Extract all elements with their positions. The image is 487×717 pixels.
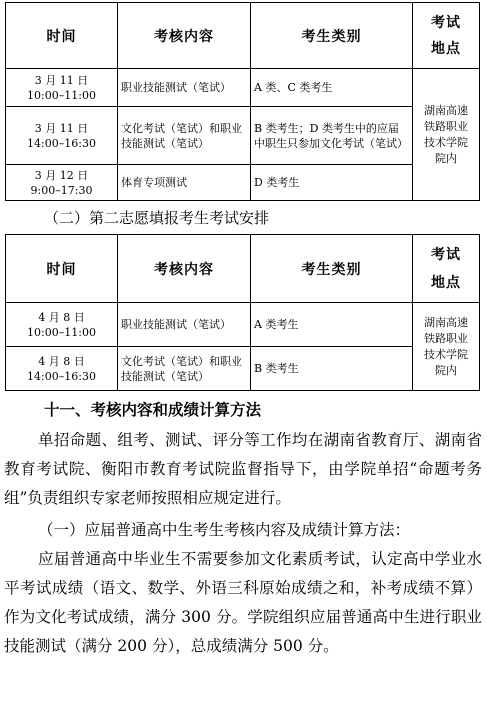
header-location: 考试 地点 <box>413 3 480 69</box>
content-cell: 体育专项测试 <box>118 165 251 201</box>
paragraph-2: （一）应届普通高中生考生考核内容及成绩计算方法： <box>38 521 411 539</box>
table-row <box>6 165 480 201</box>
header-time: 时间 <box>6 3 118 69</box>
content-cell: 文化考试（笔试）和职业技能测试（笔试） <box>118 347 251 391</box>
content-cell: 文化考试（笔试）和职业技能测试（笔试） <box>118 107 251 165</box>
category-cell: B 类考生 <box>251 347 413 391</box>
header-content: 考核内容 <box>118 235 251 303</box>
content-cell: 职业技能测试（笔试） <box>118 69 251 107</box>
table-row <box>6 107 480 165</box>
content-cell: 职业技能测试（笔试） <box>118 303 251 347</box>
time-cell: 3 月 12 日 9:00–17:30 <box>6 165 118 201</box>
table-row <box>6 69 480 107</box>
header-category: 考生类别 <box>251 3 413 69</box>
category-cell: B 类考生；D 类考生中的应届中职生只参加文化考试（笔试） <box>251 107 413 165</box>
time-cell: 3 月 11 日 10:00–11:00 <box>6 69 118 107</box>
location-cell: 湖南高速铁路职业技术学院院内 <box>413 303 480 391</box>
header-location: 考试 地点 <box>413 235 480 303</box>
time-cell: 4 月 8 日 14:00–16:30 <box>6 347 118 391</box>
paragraph-1: 单招命题、组考、测试、评分等工作均在湖南省教育厅、湖南省教育考试院、衡阳市教育考试院监督指导下，由学院单招“命题考务组”负责组织专家老师按照相应规定进行。 <box>4 431 482 507</box>
time-cell: 4 月 8 日 10:00–11:00 <box>6 303 118 347</box>
header-content: 考核内容 <box>118 3 251 69</box>
category-cell: D 类考生 <box>251 165 413 201</box>
exam-schedule-table-2 <box>5 234 480 391</box>
category-cell: A 类考生 <box>251 303 413 347</box>
category-cell: A 类、C 类考生 <box>251 69 413 107</box>
table-row <box>6 347 480 391</box>
paragraph-3: 应届普通高中毕业生不需要参加文化素质考试，认定高中学业水平考试成绩（语文、数学、外语三科原始成绩之和，补考成绩不算）作为文化考试成绩，满分 300 分。学院组织应届普通高中生进行职业技能测试（满分 200 分），总成绩满分 500 分。 <box>4 550 482 655</box>
table-row <box>6 303 480 347</box>
section-title: 十一、考核内容和成绩计算方法 <box>44 400 262 419</box>
header-time: 时间 <box>6 235 118 303</box>
header-category: 考生类别 <box>251 235 413 303</box>
location-cell: 湖南高速铁路职业技术学院院内 <box>413 69 480 201</box>
subheading: （二）第二志愿填报考生考试安排 <box>44 209 270 227</box>
exam-schedule-table-1 <box>5 2 480 201</box>
time-cell: 3 月 11 日 14:00–16:30 <box>6 107 118 165</box>
